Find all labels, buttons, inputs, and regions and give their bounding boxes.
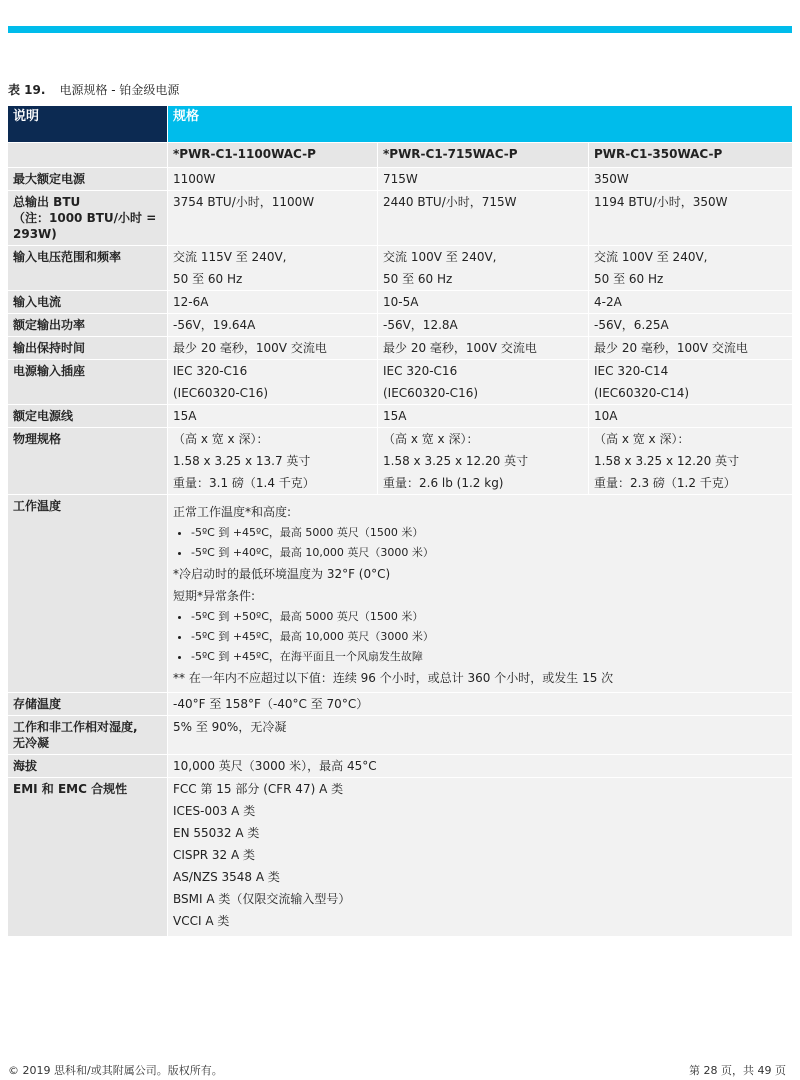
model-1100w: *PWR-C1-1100WAC-P <box>168 143 378 168</box>
table-header-row <box>8 106 793 143</box>
row-label: 额定输出功率 <box>8 314 168 337</box>
cell: -56V，6.25A <box>589 314 793 337</box>
list-item: • -5ºC 到 +45ºC，最高 5000 英尺（1500 米） <box>191 523 787 543</box>
row-label: 海拔 <box>8 755 168 778</box>
row-label: 额定电源线 <box>8 405 168 428</box>
cold-start-note: *冷启动时的最低环境温度为 32°F (0°C) <box>173 567 391 581</box>
emi-values-cell <box>168 778 793 937</box>
cell: 350W <box>589 168 793 191</box>
table-row <box>8 291 793 314</box>
table-row <box>8 693 793 716</box>
cell: 4-2A <box>589 291 793 314</box>
cell: 最少 20 毫秒，100V 交流电 <box>378 337 589 360</box>
table-row <box>8 405 793 428</box>
cell: 交流 115V 至 240V, 50 至 60 Hz <box>168 246 378 291</box>
row-label: 输入电压范围和频率 <box>8 246 168 291</box>
power-supply-spec-table <box>7 105 793 937</box>
list-item: CISPR 32 A 类 <box>173 848 256 862</box>
list-item: • -5ºC 到 +45ºC，最高 10,000 英尺（3000 米） <box>191 627 787 647</box>
cell: 10,000 英尺（3000 米），最高 45°C <box>168 755 793 778</box>
cell: 交流 100V 至 240V, 50 至 60 Hz <box>378 246 589 291</box>
row-label: 输出保持时间 <box>8 337 168 360</box>
cell: -56V，19.64A <box>168 314 378 337</box>
cell: 10A <box>589 405 793 428</box>
cell: 最少 20 毫秒，100V 交流电 <box>168 337 378 360</box>
row-label: 物理规格 <box>8 428 168 495</box>
row-label: 工作温度 <box>8 495 168 693</box>
model-715w: *PWR-C1-715WAC-P <box>378 143 589 168</box>
cell: 1194 BTU/小时，350W <box>589 191 793 246</box>
table-row <box>8 168 793 191</box>
normal-heading: 正常工作温度*和高度: <box>173 505 292 519</box>
list-item: FCC 第 15 部分 (CFR 47) A 类 <box>173 782 344 796</box>
cell: -56V，12.8A <box>378 314 589 337</box>
cell: IEC 320-C16 (IEC60320-C16) <box>168 360 378 405</box>
table-row <box>8 755 793 778</box>
short-list <box>173 607 787 667</box>
normal-list <box>173 523 787 563</box>
model-row <box>8 143 793 168</box>
row-label: 总输出 BTU （注：1000 BTU/小时 = 293W) <box>8 191 168 246</box>
list-item: ICES-003 A 类 <box>173 804 256 818</box>
row-label: 输入电流 <box>8 291 168 314</box>
cell: （高 x 宽 x 深）： 1.58 x 3.25 x 12.20 英寸 重量：2.6 lb (1.2 kg) <box>378 428 589 495</box>
list-item: AS/NZS 3548 A 类 <box>173 870 280 884</box>
row-label: 电源输入插座 <box>8 360 168 405</box>
top-accent-bar <box>8 26 792 33</box>
cell: 10-5A <box>378 291 589 314</box>
list-item: • -5ºC 到 +40ºC，最高 10,000 英尺（3000 米） <box>191 543 787 563</box>
table-row <box>8 314 793 337</box>
cell: IEC 320-C14 (IEC60320-C14) <box>589 360 793 405</box>
row-label: 最大额定电源 <box>8 168 168 191</box>
cell: 1100W <box>168 168 378 191</box>
table-caption <box>8 81 179 98</box>
model-350w: PWR-C1-350WAC-P <box>589 143 793 168</box>
list-item: BSMI A 类（仅限交流输入型号） <box>173 892 351 906</box>
cell: 2440 BTU/小时，715W <box>378 191 589 246</box>
header-description: 说明 <box>8 106 168 143</box>
cell: 15A <box>168 405 378 428</box>
table-row <box>8 778 793 937</box>
limit-note: ** 在一年内不应超过以下值：连续 96 个小时，或总计 360 个小时，或发生 15 次 <box>173 671 614 685</box>
cell: -40°F 至 158°F（-40°C 至 70°C） <box>168 693 793 716</box>
table-row <box>8 246 793 291</box>
page-number: 第 28 页，共 49 页 <box>689 1064 786 1077</box>
list-item: VCCI A 类 <box>173 914 230 928</box>
list-item: • -5ºC 到 +50ºC，最高 5000 英尺（1500 米） <box>191 607 787 627</box>
cell: 5% 至 90%，无冷凝 <box>168 716 793 755</box>
cell: 交流 100V 至 240V, 50 至 60 Hz <box>589 246 793 291</box>
table-row <box>8 495 793 693</box>
model-empty-cell <box>8 143 168 168</box>
row-label: EMI 和 EMC 合规性 <box>8 778 168 937</box>
operating-temp-cell <box>168 495 793 693</box>
row-label: 存储温度 <box>8 693 168 716</box>
row-label: 工作和非工作相对湿度, 无冷凝 <box>8 716 168 755</box>
cell: IEC 320-C16 (IEC60320-C16) <box>378 360 589 405</box>
table-row <box>8 428 793 495</box>
table-title: 电源规格 - 铂金级电源 <box>59 83 180 97</box>
cell: （高 x 宽 x 深）： 1.58 x 3.25 x 13.7 英寸 重量：3.1 磅（1.4 千克） <box>168 428 378 495</box>
table-row <box>8 191 793 246</box>
cell: 12-6A <box>168 291 378 314</box>
cell: 3754 BTU/小时，1100W <box>168 191 378 246</box>
cell: 715W <box>378 168 589 191</box>
header-specs: 规格 <box>168 106 793 143</box>
table-number: 表 19. <box>8 83 46 97</box>
table-row <box>8 360 793 405</box>
list-item: EN 55032 A 类 <box>173 826 260 840</box>
list-item: • -5ºC 到 +45ºC，在海平面且一个风扇发生故障 <box>191 647 787 667</box>
cell: 15A <box>378 405 589 428</box>
cell: 最少 20 毫秒，100V 交流电 <box>589 337 793 360</box>
copyright: © 2019 思科和/或其附属公司。版权所有。 <box>8 1064 223 1077</box>
table-row <box>8 716 793 755</box>
cell: （高 x 宽 x 深）： 1.58 x 3.25 x 12.20 英寸 重量：2.3 磅（1.2 千克） <box>589 428 793 495</box>
short-heading: 短期*异常条件: <box>173 589 256 603</box>
table-row <box>8 337 793 360</box>
